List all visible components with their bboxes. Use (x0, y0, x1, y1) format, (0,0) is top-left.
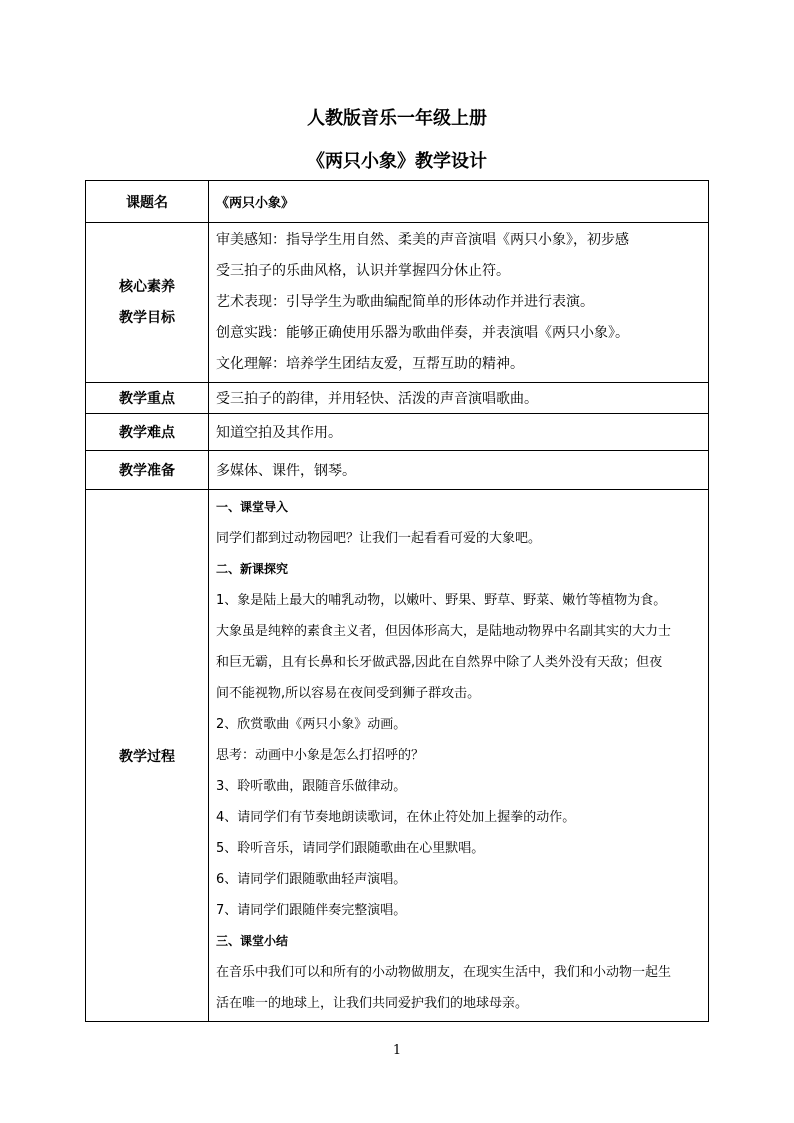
process-line: 2、欣赏歌曲《两只小象》动画。 (216, 717, 407, 732)
topic-value: 《两只小象》 (209, 181, 709, 223)
process-line: 1、象是陆上最大的哺乳动物，以嫩叶、野果、野草、野菜、嫩竹等植物为食。 (216, 593, 667, 608)
goals-content (209, 223, 709, 383)
goals-label (86, 223, 209, 383)
goal-line: 受三拍子的乐曲风格，认识并掌握四分休止符。 (216, 263, 510, 279)
table-row-goals (86, 223, 709, 383)
section-heading: 一、课堂导入 (216, 500, 289, 514)
section-heading: 三、课堂小结 (216, 934, 289, 948)
table-row-difficulty (86, 414, 709, 451)
table-row-prep (86, 451, 709, 490)
table-row-process (86, 490, 709, 1022)
process-label: 教学过程 (86, 490, 209, 1022)
process-line: 活在唯一的地球上，让我们共同爱护我们的地球母亲。 (216, 996, 529, 1011)
key-label: 教学重点 (86, 383, 209, 414)
goal-line: 艺术表现：引导学生为歌曲编配简单的形体动作并进行表演。 (216, 294, 594, 310)
prep-value: 多媒体、课件，钢琴。 (209, 451, 709, 490)
process-content (209, 490, 709, 1022)
process-line: 6、请同学们跟随歌曲轻声演唱。 (216, 872, 407, 887)
prep-label: 教学准备 (86, 451, 209, 490)
process-line: 同学们都到过动物园吧？让我们一起看看可爱的大象吧。 (216, 531, 542, 546)
key-value: 受三拍子的韵律，并用轻快、活泼的声音演唱歌曲。 (209, 383, 709, 414)
process-line: 3、聆听歌曲，跟随音乐做律动。 (216, 779, 407, 794)
process-line: 思考：动画中小象是怎么打招呼的？ (216, 748, 425, 763)
process-line: 和巨无霸，且有长鼻和长牙做武器,因此在自然界中除了人类外没有天敌；但夜 (216, 655, 663, 670)
process-line: 在音乐中我们可以和所有的小动物做朋友，在现实生活中，我们和小动物一起生 (216, 965, 672, 980)
process-line: 大象虽是纯粹的素食主义者，但因体形高大，是陆地动物界中名副其实的大力士 (216, 624, 672, 639)
table-row-topic (86, 181, 709, 223)
process-line: 7、请同学们跟随伴奏完整演唱。 (216, 903, 407, 918)
goals-label-line2: 教学目标 (119, 309, 175, 326)
goal-line: 文化理解：培养学生团结友爱，互帮互助的精神。 (216, 356, 524, 372)
document-subtitle: 《两只小象》教学设计 (307, 151, 487, 172)
difficulty-label: 教学难点 (86, 414, 209, 451)
table-row-key (86, 383, 709, 414)
page-number: 1 (392, 1043, 402, 1058)
lesson-plan-table (85, 180, 709, 1022)
goal-line: 审美感知：指导学生用自然、柔美的声音演唱《两只小象》，初步感 (216, 232, 629, 248)
section-heading: 二、新课探究 (216, 562, 289, 576)
difficulty-value: 知道空拍及其作用。 (209, 414, 709, 451)
process-line: 5、聆听音乐，请同学们跟随歌曲在心里默唱。 (216, 841, 485, 856)
document-title: 人教版音乐一年级上册 (307, 108, 487, 129)
goals-label-line1: 核心素养 (119, 278, 175, 295)
goal-line: 创意实践：能够正确使用乐器为歌曲伴奏，并表演唱《两只小象》。 (216, 325, 629, 341)
topic-label: 课题名 (86, 181, 209, 223)
process-line: 4、请同学们有节奏地朗读歌词，在休止符处加上握拳的动作。 (216, 810, 576, 825)
process-line: 间不能视物,所以容易在夜间受到狮子群攻击。 (216, 686, 481, 701)
